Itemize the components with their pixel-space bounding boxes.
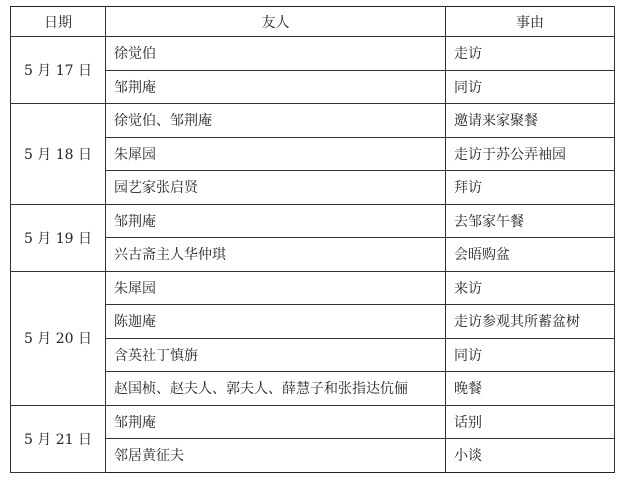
friend-cell: 含英社丁慎旃 — [106, 338, 446, 372]
reason-cell: 走访参观其所蓄盆树 — [446, 305, 615, 339]
header-reason: 事由 — [446, 7, 615, 37]
table-row — [11, 204, 615, 238]
friend-cell: 邹荆庵 — [106, 70, 446, 104]
reason-cell: 来访 — [446, 271, 615, 305]
friend-cell: 徐觉伯 — [106, 37, 446, 71]
table-row — [11, 104, 615, 138]
table-row — [11, 405, 615, 439]
reason-cell: 拜访 — [446, 171, 615, 205]
reason-cell: 同访 — [446, 338, 615, 372]
table-row — [11, 37, 615, 71]
friend-cell: 赵国桢、赵夫人、郭夫人、薛慧子和张指达伉俪 — [106, 372, 446, 406]
reason-cell: 小谈 — [446, 439, 615, 473]
date-cell: 5 月 18 日 — [11, 104, 106, 205]
reason-cell: 去邹家午餐 — [446, 204, 615, 238]
friend-cell: 兴古斋主人华仲琪 — [106, 238, 446, 272]
reason-cell: 话别 — [446, 405, 615, 439]
friend-cell: 陈迦庵 — [106, 305, 446, 339]
reason-cell: 晚餐 — [446, 372, 615, 406]
header-date: 日期 — [11, 7, 106, 37]
reason-cell: 邀请来家聚餐 — [446, 104, 615, 138]
friend-cell: 邹荆庵 — [106, 405, 446, 439]
reason-cell: 走访 — [446, 37, 615, 71]
date-cell: 5 月 20 日 — [11, 271, 106, 405]
table-header-row — [11, 7, 615, 37]
friend-cell: 邻居黄征夫 — [106, 439, 446, 473]
friend-cell: 园艺家张启贤 — [106, 171, 446, 205]
table-row — [11, 271, 615, 305]
reason-cell: 会晤购盆 — [446, 238, 615, 272]
visit-schedule-table — [10, 6, 615, 473]
reason-cell: 同访 — [446, 70, 615, 104]
date-cell: 5 月 21 日 — [11, 405, 106, 472]
friend-cell: 朱犀园 — [106, 271, 446, 305]
friend-cell: 朱犀园 — [106, 137, 446, 171]
friend-cell: 徐觉伯、邹荆庵 — [106, 104, 446, 138]
header-friend: 友人 — [106, 7, 446, 37]
reason-cell: 走访于苏公弄袖园 — [446, 137, 615, 171]
date-cell: 5 月 19 日 — [11, 204, 106, 271]
friend-cell: 邹荆庵 — [106, 204, 446, 238]
date-cell: 5 月 17 日 — [11, 37, 106, 104]
